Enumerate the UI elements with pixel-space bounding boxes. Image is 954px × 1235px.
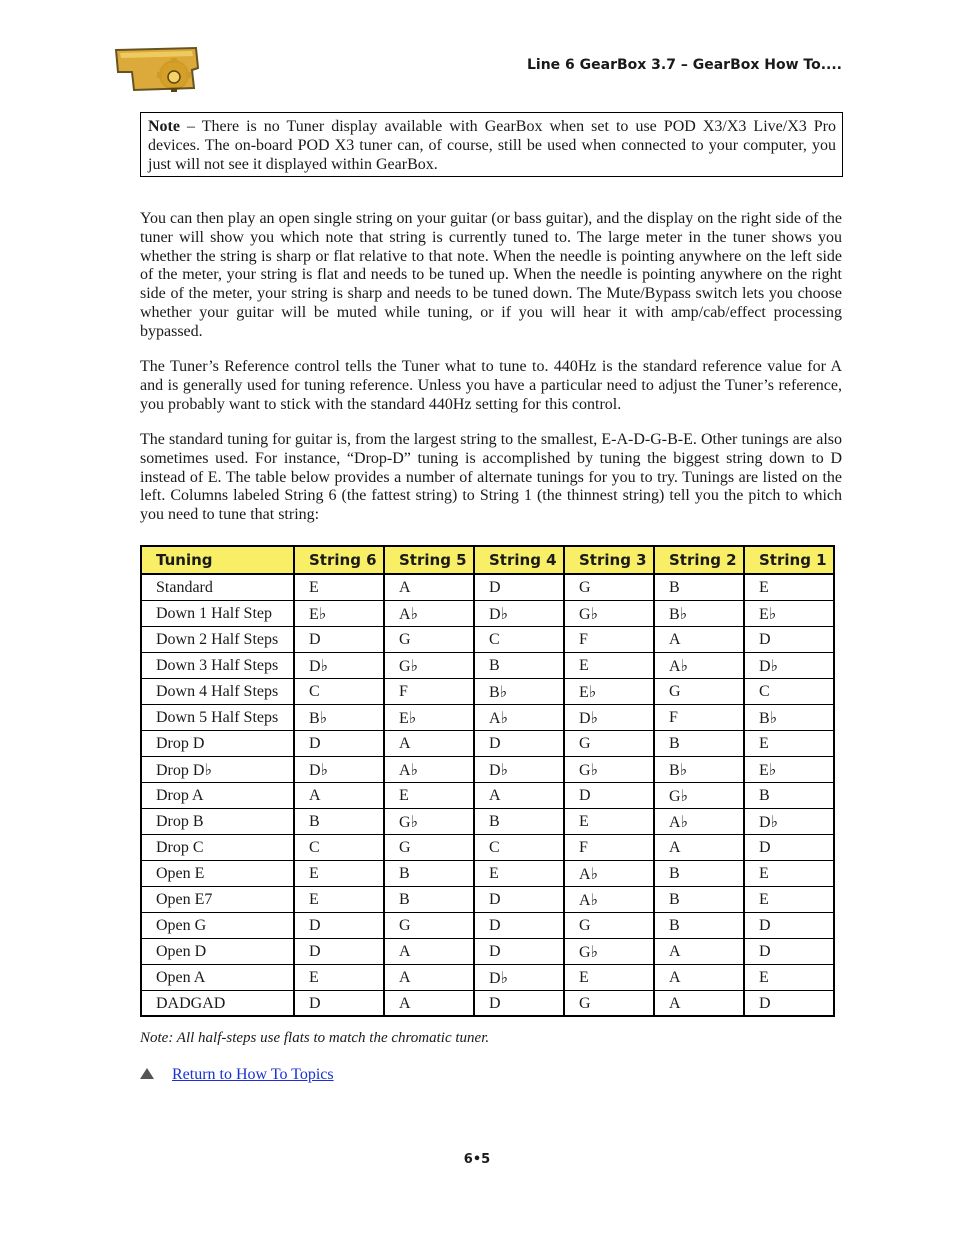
- string-note-cell: E: [564, 652, 654, 678]
- col-header-string-4: String 4: [474, 546, 564, 574]
- paragraph-tuner-meter: You can then play an open single string on your guitar (or bass guitar), and the display on the right side of the tuner will show you which note that string is currently tuned to. The large meter in the tuner shows you whether the string is sharp or flat relative to that note. When the needle is pointing anywhere on the left side of the meter, your string is flat and needs to be tuned up. When the needle is pointing anywhere on the right side of the meter, your string is sharp and needs to be tuned down. The Mute/Bypass switch lets you choose whether your guitar will be muted while tuning, or if you will hear it with amp/cab/effect processing bypassed.: [140, 210, 842, 340]
- string-note-cell: E♭: [384, 704, 474, 730]
- table-body: [141, 574, 834, 1016]
- string-note-cell: B: [474, 808, 564, 834]
- string-note-cell: A: [384, 730, 474, 756]
- table-row: [141, 808, 834, 834]
- string-note-cell: E: [744, 964, 834, 990]
- string-note-cell: B: [384, 886, 474, 912]
- string-note-cell: A: [474, 782, 564, 808]
- tuning-name-cell: Down 3 Half Steps: [141, 652, 294, 678]
- string-note-cell: A: [654, 834, 744, 860]
- string-note-cell: B: [744, 782, 834, 808]
- col-header-string-3: String 3: [564, 546, 654, 574]
- header-title: Line 6 GearBox 3.7 – GearBox How To....: [526, 57, 842, 73]
- table-row: [141, 912, 834, 938]
- string-note-cell: G♭: [564, 600, 654, 626]
- string-note-cell: C: [474, 626, 564, 652]
- string-note-cell: E: [294, 964, 384, 990]
- string-note-cell: B: [654, 574, 744, 600]
- string-note-cell: G♭: [564, 938, 654, 964]
- string-note-cell: D♭: [744, 652, 834, 678]
- string-note-cell: B♭: [294, 704, 384, 730]
- string-note-cell: A♭: [564, 860, 654, 886]
- table-row: [141, 860, 834, 886]
- string-note-cell: D: [294, 730, 384, 756]
- note-box: [140, 112, 843, 177]
- note-text: – There is no Tuner display available with GearBox when set to use POD X3/X3 Live/X3 Pro devices. The on-board POD X3 tuner can, of course, still be used when connected to your computer, you just will not see it displayed within GearBox.: [148, 118, 836, 173]
- paragraph-standard-tuning: The standard tuning for guitar is, from the largest string to the smallest, E-A-D-G-B-E. Other tunings are also sometimes used. For instance, “Drop-D” tuning is accomplished by tuning the biggest string down to D instead of E. The table below provides a number of alternate tunings for you to try. Tunings are listed on the left. Columns labeled String 6 (the fattest string) to String 1 (the thinnest string) tell you the pitch to which you need to tune that string:: [140, 431, 842, 524]
- string-note-cell: D♭: [294, 652, 384, 678]
- string-note-cell: G: [384, 912, 474, 938]
- string-note-cell: E: [564, 964, 654, 990]
- string-note-cell: A: [654, 990, 744, 1016]
- string-note-cell: D♭: [294, 756, 384, 782]
- tuning-name-cell: Open A: [141, 964, 294, 990]
- string-note-cell: G: [564, 574, 654, 600]
- tuning-name-cell: Drop A: [141, 782, 294, 808]
- string-note-cell: E: [384, 782, 474, 808]
- col-header-string-1: String 1: [744, 546, 834, 574]
- string-note-cell: F: [564, 626, 654, 652]
- table-row: [141, 834, 834, 860]
- string-note-cell: A: [294, 782, 384, 808]
- tuning-name-cell: Drop D: [141, 730, 294, 756]
- string-note-cell: C: [294, 678, 384, 704]
- string-note-cell: D: [294, 938, 384, 964]
- string-note-cell: B: [654, 912, 744, 938]
- string-note-cell: B: [384, 860, 474, 886]
- tuning-name-cell: Standard: [141, 574, 294, 600]
- col-header-string-5: String 5: [384, 546, 474, 574]
- tuning-name-cell: Drop D♭: [141, 756, 294, 782]
- gearbox-logo: [112, 44, 204, 94]
- string-note-cell: G: [564, 990, 654, 1016]
- string-note-cell: A: [654, 938, 744, 964]
- table-row: [141, 574, 834, 600]
- return-to-topics-link[interactable]: Return to How To Topics: [172, 1066, 334, 1083]
- tuning-name-cell: Open E7: [141, 886, 294, 912]
- string-note-cell: E: [294, 860, 384, 886]
- table-row: [141, 678, 834, 704]
- table-row: [141, 704, 834, 730]
- string-note-cell: D: [474, 990, 564, 1016]
- string-note-cell: A♭: [654, 652, 744, 678]
- string-note-cell: D♭: [474, 964, 564, 990]
- string-note-cell: A: [384, 938, 474, 964]
- tuning-name-cell: Open E: [141, 860, 294, 886]
- table-row: [141, 652, 834, 678]
- col-header-string-2: String 2: [654, 546, 744, 574]
- string-note-cell: D: [744, 626, 834, 652]
- string-note-cell: G♭: [384, 808, 474, 834]
- string-note-cell: G: [564, 912, 654, 938]
- string-note-cell: E♭: [744, 600, 834, 626]
- table-row: [141, 600, 834, 626]
- string-note-cell: D: [294, 912, 384, 938]
- table-row: [141, 730, 834, 756]
- string-note-cell: B♭: [744, 704, 834, 730]
- string-note-cell: C: [474, 834, 564, 860]
- string-note-cell: D: [474, 886, 564, 912]
- table-row: [141, 990, 834, 1016]
- tuning-name-cell: Open D: [141, 938, 294, 964]
- string-note-cell: E: [744, 860, 834, 886]
- table-row: [141, 964, 834, 990]
- string-note-cell: E♭: [564, 678, 654, 704]
- note-label: Note: [148, 118, 180, 135]
- string-note-cell: A♭: [474, 704, 564, 730]
- table-header-row: [141, 546, 834, 574]
- page-number: 6•5: [463, 1152, 491, 1167]
- tuning-name-cell: DADGAD: [141, 990, 294, 1016]
- string-note-cell: A♭: [654, 808, 744, 834]
- string-note-cell: A: [384, 990, 474, 1016]
- col-header-string-6: String 6: [294, 546, 384, 574]
- string-note-cell: D: [744, 834, 834, 860]
- string-note-cell: D: [474, 574, 564, 600]
- string-note-cell: C: [294, 834, 384, 860]
- string-note-cell: B: [654, 886, 744, 912]
- tuning-name-cell: Down 2 Half Steps: [141, 626, 294, 652]
- string-note-cell: A: [384, 574, 474, 600]
- string-note-cell: F: [384, 678, 474, 704]
- string-note-cell: A♭: [384, 756, 474, 782]
- string-note-cell: D: [294, 990, 384, 1016]
- string-note-cell: A♭: [564, 886, 654, 912]
- tuning-name-cell: Down 4 Half Steps: [141, 678, 294, 704]
- string-note-cell: E: [474, 860, 564, 886]
- triangle-up-icon: [140, 1068, 154, 1079]
- string-note-cell: E: [744, 574, 834, 600]
- string-note-cell: D: [474, 730, 564, 756]
- string-note-cell: G♭: [654, 782, 744, 808]
- table-row: [141, 626, 834, 652]
- string-note-cell: D♭: [564, 704, 654, 730]
- string-note-cell: F: [654, 704, 744, 730]
- paragraph-reference: The Tuner’s Reference control tells the Tuner what to tune to. 440Hz is the standard reference value for A and is generally used for tuning reference. Unless you have a particular need to adjust the Tuner’s reference, you probably want to stick with the standard 440Hz setting for this control.: [140, 358, 842, 413]
- string-note-cell: E: [564, 808, 654, 834]
- string-note-cell: E: [744, 886, 834, 912]
- string-note-cell: B♭: [474, 678, 564, 704]
- string-note-cell: D: [474, 912, 564, 938]
- tuning-name-cell: Drop C: [141, 834, 294, 860]
- string-note-cell: G: [564, 730, 654, 756]
- string-note-cell: B♭: [654, 756, 744, 782]
- gearbox-logo-icon: [112, 44, 204, 94]
- string-note-cell: C: [744, 678, 834, 704]
- string-note-cell: G♭: [564, 756, 654, 782]
- string-note-cell: A: [654, 626, 744, 652]
- tuning-name-cell: Drop B: [141, 808, 294, 834]
- string-note-cell: G: [654, 678, 744, 704]
- string-note-cell: G: [384, 834, 474, 860]
- return-link-row: [140, 1066, 334, 1084]
- tuning-name-cell: Open G: [141, 912, 294, 938]
- string-note-cell: A: [654, 964, 744, 990]
- string-note-cell: G: [384, 626, 474, 652]
- string-note-cell: D♭: [744, 808, 834, 834]
- footnote: Note: All half-steps use flats to match the chromatic tuner.: [140, 1030, 490, 1046]
- string-note-cell: B: [474, 652, 564, 678]
- string-note-cell: G♭: [384, 652, 474, 678]
- tuning-name-cell: Down 1 Half Step: [141, 600, 294, 626]
- string-note-cell: B: [654, 730, 744, 756]
- string-note-cell: E: [744, 730, 834, 756]
- col-header-tuning: Tuning: [141, 546, 294, 574]
- string-note-cell: D: [564, 782, 654, 808]
- string-note-cell: A: [384, 964, 474, 990]
- string-note-cell: D: [744, 990, 834, 1016]
- string-note-cell: D♭: [474, 756, 564, 782]
- table-row: [141, 756, 834, 782]
- string-note-cell: E: [294, 886, 384, 912]
- table-row: [141, 886, 834, 912]
- table-row: [141, 782, 834, 808]
- string-note-cell: B: [654, 860, 744, 886]
- string-note-cell: A♭: [384, 600, 474, 626]
- tunings-table: [140, 545, 835, 1017]
- string-note-cell: D: [474, 938, 564, 964]
- string-note-cell: D: [294, 626, 384, 652]
- string-note-cell: E♭: [744, 756, 834, 782]
- string-note-cell: B♭: [654, 600, 744, 626]
- string-note-cell: B: [294, 808, 384, 834]
- string-note-cell: D: [744, 912, 834, 938]
- string-note-cell: F: [564, 834, 654, 860]
- string-note-cell: E♭: [294, 600, 384, 626]
- string-note-cell: D♭: [474, 600, 564, 626]
- tuning-name-cell: Down 5 Half Steps: [141, 704, 294, 730]
- string-note-cell: E: [294, 574, 384, 600]
- string-note-cell: D: [744, 938, 834, 964]
- table-row: [141, 938, 834, 964]
